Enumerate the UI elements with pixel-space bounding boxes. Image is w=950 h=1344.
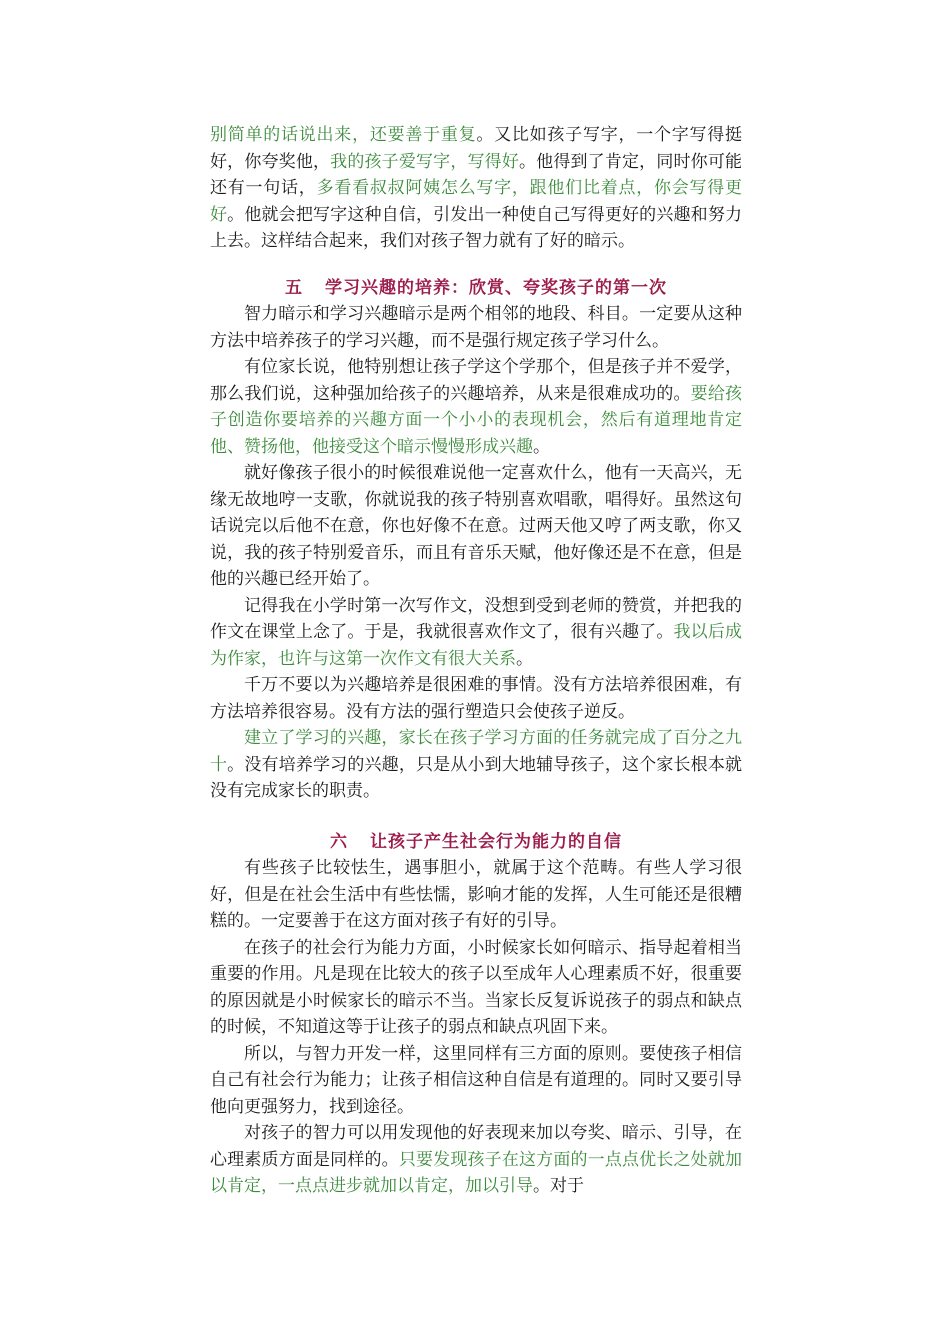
body-text: 智力暗示和学习兴趣暗示是两个相邻的地段、科目。一定要从这种方法中培养孩子的学习兴趣，而不是强行规定孩子学习什么。 bbox=[210, 304, 742, 351]
body-text: 对孩子的智力可以用发现他的好表现来加以夸奖、暗示、引导，在心理素质方面是同样的。 bbox=[210, 1123, 742, 1170]
body-text: 。又比如孩子写字，一个字写得挺好，你夸奖他， bbox=[210, 125, 743, 172]
body-text: 。 bbox=[533, 436, 550, 457]
body-text: 有位家长说，他特别想让孩子学这个学那个，但是孩子并不爱学，那么我们说，这种强加给孩子的兴趣培养，从来是很难成功的。 bbox=[210, 357, 742, 404]
section-number: 六 bbox=[330, 831, 348, 852]
section-title: 让孩子产生社会行为能力的自信 bbox=[370, 831, 622, 852]
section-heading-5 bbox=[210, 275, 742, 302]
section-heading-6 bbox=[210, 829, 742, 856]
section-number: 五 bbox=[285, 277, 303, 298]
paragraph bbox=[210, 1120, 742, 1200]
emphasis-text: 我以后成为作家，也许与这第一次作文有很大关系 bbox=[210, 622, 743, 669]
body-text: 。没有培养学习的兴趣，只是从小到大地辅导孩子，这个家长根本就没有完成家长的职责。 bbox=[210, 754, 743, 801]
emphasis-text: 建立了学习的兴趣，家长在孩子学习方面的任务就完成了百分之九十 bbox=[210, 728, 742, 775]
body-text: 。 bbox=[516, 648, 533, 669]
document-page bbox=[210, 122, 742, 1200]
body-text: 。他就会把写字这种自信，引发出一种使自己写得更好的兴趣和努力上去。这样结合起来，我们对孩子智力就有了好的暗示。 bbox=[210, 204, 743, 251]
paragraph bbox=[210, 593, 742, 673]
body-text: 所以，与智力开发一样，这里同样有三方面的原则。要使孩子相信自己有社会行为能力；让孩子相信这种自信是有道理的。同时又要引导他向更强努力，找到途径。 bbox=[210, 1043, 742, 1117]
section-title: 学习兴趣的培养：欣赏、夸奖孩子的第一次 bbox=[325, 277, 667, 298]
emphasis-text: 多看看叔叔阿姨怎么写字，跟他们比着点，你会写得更好 bbox=[210, 178, 743, 225]
emphasis-text: 只要发现孩子在这方面的一点点优长之处就加以肯定，一点点进步就加以肯定，加以引导 bbox=[210, 1149, 743, 1196]
emphasis-text: 要给孩子创造你要培养的兴趣方面一个小小的表现机会，然后有道理地肯定他、赞扬他，他接受这个暗示慢慢形成兴趣 bbox=[210, 383, 743, 457]
body-text: 千万不要以为兴趣培养是很困难的事情。没有方法培养很困难，有方法培养很容易。没有方法的强行塑造只会使孩子逆反。 bbox=[210, 675, 742, 722]
paragraph bbox=[210, 122, 742, 255]
body-text: 在孩子的社会行为能力方面，小时候家长如何暗示、指导起着相当重要的作用。凡是现在比较大的孩子以至成年人心理素质不好，很重要的原因就是小时候家长的暗示不当。当家长反复诉说孩子的弱点和缺点的时候，不知道这等于让孩子的弱点和缺点巩固下来。 bbox=[210, 937, 742, 1037]
body-text: 就好像孩子很小的时候很难说他一定喜欢什么，他有一天高兴，无缘无故地哼一支歌，你就说我的孩子特别喜欢唱歌，唱得好。虽然这句话说完以后他不在意，你也好像不在意。过两天他又哼了两支歌，你又说，我的孩子特别爱音乐，而且有音乐天赋，他好像还是不在意，但是他的兴趣已经开始了。 bbox=[210, 463, 742, 589]
body-text: 有些孩子比较怯生，遇事胆小，就属于这个范畴。有些人学习很好，但是在社会生活中有些怯懦，影响才能的发挥，人生可能还是很糟糕的。一定要善于在这方面对孩子有好的引导。 bbox=[210, 858, 742, 931]
paragraph bbox=[210, 725, 742, 805]
paragraph bbox=[210, 935, 742, 1041]
body-text: 记得我在小学时第一次写作文，没想到受到老师的赞赏，并把我的作文在课堂上念了。于是，我就很喜欢作文了，很有兴趣了。 bbox=[210, 595, 742, 642]
paragraph bbox=[210, 460, 742, 593]
paragraph bbox=[210, 855, 742, 935]
paragraph bbox=[210, 354, 742, 460]
paragraph bbox=[210, 672, 742, 725]
paragraph bbox=[210, 1041, 742, 1121]
paragraph bbox=[210, 301, 742, 354]
emphasis-text: 别简单的话说出来，还要善于重复 bbox=[210, 125, 477, 145]
emphasis-text: 我的孩子爱写字，写得好 bbox=[330, 151, 520, 172]
body-text: 。他得到了肯定，同时你可能还有一句话， bbox=[210, 151, 743, 198]
body-text: 。对于 bbox=[533, 1176, 584, 1196]
